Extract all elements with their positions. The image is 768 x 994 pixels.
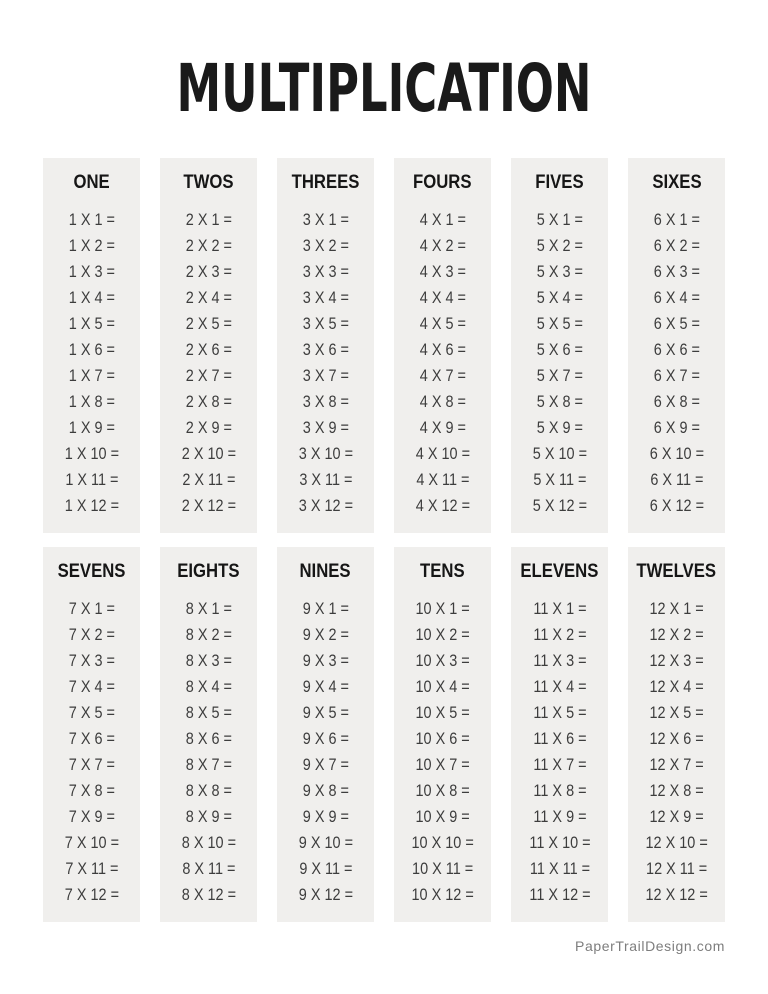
equation: 2 X 4 = [185,288,232,307]
equation: 10 X 5 = [415,703,470,722]
equation: 5 X 5 = [536,314,583,333]
equation: 1 X 11 = [64,470,119,489]
times-table-column-fives [511,158,608,533]
times-table-column-eights [160,547,257,922]
equation: 5 X 3 = [536,262,583,281]
column-header: THREES [291,172,360,193]
equation: 3 X 4 = [302,288,349,307]
equation: 1 X 4 = [68,288,115,307]
column-header: FOURS [413,172,472,193]
equation: 12 X 5 = [649,703,704,722]
equation: 10 X 6 = [415,729,470,748]
equation: 9 X 7 = [302,755,349,774]
equation: 5 X 1 = [536,210,583,229]
equation: 11 X 10 = [528,833,591,852]
equation: 2 X 5 = [185,314,232,333]
equation: 8 X 1 = [185,599,232,618]
equation: 6 X 5 = [653,314,700,333]
equation: 6 X 9 = [653,418,700,437]
equation: 7 X 8 = [68,781,115,800]
equation: 8 X 6 = [185,729,232,748]
equation: 1 X 9 = [68,418,115,437]
equation: 8 X 2 = [185,625,232,644]
equation: 1 X 8 = [68,392,115,411]
equation-list [60,596,124,908]
equation-list [640,596,713,908]
equation: 2 X 6 = [185,340,232,359]
equation: 3 X 3 = [302,262,349,281]
equation-list [406,596,479,908]
equation: 8 X 10 = [181,833,236,852]
equation: 6 X 3 = [653,262,700,281]
equation: 12 X 11 = [645,859,708,878]
equation: 10 X 11 = [411,859,474,878]
equation: 4 X 7 = [419,366,466,385]
equation: 9 X 9 = [302,807,349,826]
equation: 9 X 8 = [302,781,349,800]
equation: 2 X 8 = [185,392,232,411]
equation: 7 X 7 = [68,755,115,774]
equation: 5 X 10 = [532,444,587,463]
equation: 4 X 2 = [419,236,466,255]
equation: 7 X 6 = [68,729,115,748]
equation: 6 X 8 = [653,392,700,411]
equation: 1 X 1 = [68,210,115,229]
equation: 11 X 1 = [532,599,587,618]
equation: 7 X 11 = [64,859,119,878]
equation: 1 X 7 = [68,366,115,385]
times-table-column-nines [277,547,374,922]
equation: 6 X 10 = [649,444,704,463]
equation: 12 X 12 = [645,885,708,904]
times-table-column-tens [394,547,491,922]
equation: 5 X 4 = [536,288,583,307]
equation-list [645,207,709,519]
equation: 10 X 3 = [415,651,470,670]
equation: 7 X 12 = [64,885,119,904]
equation: 5 X 7 = [536,366,583,385]
equation: 12 X 7 = [649,755,704,774]
equation: 5 X 2 = [536,236,583,255]
equation: 9 X 4 = [302,677,349,696]
equation: 2 X 11 = [181,470,236,489]
equation: 8 X 11 = [181,859,236,878]
equation: 8 X 12 = [181,885,236,904]
column-header: TWELVES [636,561,717,582]
equation: 7 X 2 = [68,625,115,644]
times-table-column-threes [277,158,374,533]
equation-list [524,596,596,908]
equation: 3 X 6 = [302,340,349,359]
equation: 12 X 9 = [649,807,704,826]
equation: 10 X 1 = [415,599,470,618]
equation: 4 X 3 = [419,262,466,281]
equation: 2 X 7 = [185,366,232,385]
equation-list [294,596,358,908]
equation: 2 X 3 = [185,262,232,281]
equation: 11 X 9 = [532,807,587,826]
equation: 9 X 12 = [298,885,353,904]
equation: 12 X 3 = [649,651,704,670]
equation: 3 X 12 = [298,496,353,515]
page-title: MULTIPLICATION [176,50,592,127]
equation: 12 X 6 = [649,729,704,748]
equation-list [177,207,241,519]
equation: 8 X 4 = [185,677,232,696]
equation-list [177,596,241,908]
equation: 8 X 5 = [185,703,232,722]
equation: 3 X 10 = [298,444,353,463]
equation: 11 X 4 = [532,677,587,696]
equation: 11 X 2 = [532,625,587,644]
column-header: TWOS [183,172,234,193]
equation: 10 X 9 = [415,807,470,826]
times-table-column-one [43,158,140,533]
equation: 7 X 10 = [64,833,119,852]
equation: 6 X 4 = [653,288,700,307]
equation: 4 X 4 = [419,288,466,307]
equation: 10 X 10 = [411,833,474,852]
column-header: FIVES [535,172,584,193]
equation: 12 X 2 = [649,625,704,644]
times-table-column-twos [160,158,257,533]
column-header: SIXES [651,172,702,193]
equation-list [60,207,124,519]
equation-list [294,207,358,519]
equation: 3 X 7 = [302,366,349,385]
equation: 2 X 1 = [185,210,232,229]
equation: 8 X 7 = [185,755,232,774]
equation: 1 X 5 = [68,314,115,333]
equation: 5 X 11 = [532,470,587,489]
equation: 5 X 6 = [536,340,583,359]
equation: 1 X 6 = [68,340,115,359]
column-header: EIGHTS [177,561,240,582]
column-header: NINES [299,561,352,582]
equation: 10 X 12 = [411,885,474,904]
equation: 11 X 8 = [532,781,587,800]
equation-list [411,207,475,519]
column-header: ONE [73,172,110,193]
equation: 11 X 6 = [532,729,587,748]
times-table-column-fours [394,158,491,533]
equation: 5 X 9 = [536,418,583,437]
times-table-column-sevens [43,547,140,922]
equation: 11 X 11 = [529,859,590,878]
equation: 1 X 10 = [64,444,119,463]
equation: 4 X 6 = [419,340,466,359]
equation: 10 X 4 = [415,677,470,696]
equation: 3 X 9 = [302,418,349,437]
equation: 10 X 7 = [415,755,470,774]
equation: 2 X 10 = [181,444,236,463]
equation: 12 X 10 = [645,833,708,852]
equation: 6 X 1 = [653,210,700,229]
equation: 4 X 1 = [419,210,466,229]
equation: 1 X 3 = [68,262,115,281]
equation: 3 X 11 = [298,470,353,489]
equation: 7 X 3 = [68,651,115,670]
equation: 5 X 12 = [532,496,587,515]
equation: 2 X 9 = [185,418,232,437]
equation: 3 X 2 = [302,236,349,255]
equation: 12 X 8 = [649,781,704,800]
equation: 6 X 12 = [649,496,704,515]
equation: 6 X 7 = [653,366,700,385]
equation: 8 X 8 = [185,781,232,800]
tables-section-bottom [43,547,725,922]
equation: 3 X 1 = [302,210,349,229]
equation: 8 X 9 = [185,807,232,826]
equation: 7 X 5 = [68,703,115,722]
equation: 7 X 4 = [68,677,115,696]
equation: 9 X 5 = [302,703,349,722]
equation: 4 X 12 = [415,496,470,515]
equation: 9 X 3 = [302,651,349,670]
equation: 4 X 8 = [419,392,466,411]
equation: 7 X 1 = [68,599,115,618]
equation: 5 X 8 = [536,392,583,411]
equation: 11 X 5 = [532,703,587,722]
equation: 11 X 12 = [528,885,591,904]
equation: 6 X 2 = [653,236,700,255]
column-header: SEVENS [57,561,126,582]
equation: 2 X 2 = [185,236,232,255]
equation: 8 X 3 = [185,651,232,670]
equation: 9 X 2 = [302,625,349,644]
watermark: PaperTrailDesign.com [575,938,725,954]
times-table-column-sixes [628,158,725,533]
equation: 6 X 11 = [649,470,704,489]
equation-list [528,207,592,519]
times-table-column-elevens [511,547,608,922]
equation: 6 X 6 = [653,340,700,359]
column-header: ELEVENS [520,561,599,582]
equation: 3 X 8 = [302,392,349,411]
equation: 11 X 7 = [532,755,587,774]
equation: 1 X 2 = [68,236,115,255]
equation: 12 X 1 = [649,599,704,618]
equation: 7 X 9 = [68,807,115,826]
equation: 9 X 11 = [298,859,353,878]
equation: 10 X 8 = [415,781,470,800]
equation: 4 X 5 = [419,314,466,333]
equation: 3 X 5 = [302,314,349,333]
equation: 1 X 12 = [64,496,119,515]
column-header: TENS [420,561,465,582]
equation: 4 X 11 = [415,470,470,489]
times-table-column-twelves [628,547,725,922]
equation: 4 X 9 = [419,418,466,437]
equation: 2 X 12 = [181,496,236,515]
equation: 11 X 3 = [532,651,587,670]
equation: 12 X 4 = [649,677,704,696]
equation: 4 X 10 = [415,444,470,463]
equation: 9 X 6 = [302,729,349,748]
equation: 10 X 2 = [415,625,470,644]
equation: 9 X 10 = [298,833,353,852]
equation: 9 X 1 = [302,599,349,618]
tables-section-top [43,158,725,533]
